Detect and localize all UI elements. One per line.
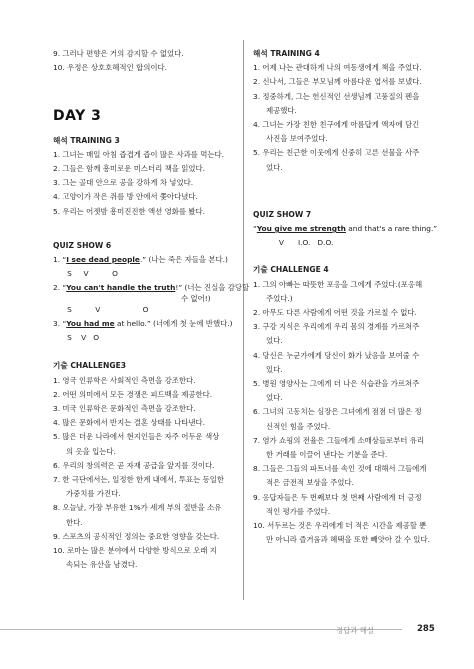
challenge-4-list [253, 278, 431, 548]
list-item-continued: 제공했다. [266, 105, 297, 115]
list-item: 10. 로마는 많은 분야에서 다양한 방식으로 오래 지 [53, 546, 217, 556]
list-item: 5. 병원 영양사는 그에게 더 나은 식습관을 가르쳐주 [253, 379, 420, 389]
section-heading: 해석 TRAINING 4 [253, 49, 320, 58]
list-item: 2. 아무도 다른 사람에게 어떤 것을 가르칠 수 없다. [253, 308, 417, 318]
list-item: 4. 당신은 누군가에게 당신이 화가 났음을 보여줄 수 [253, 350, 420, 360]
list-item: 1. 그녀는 매일 아침 즙겹게 즙이 많은 사과를 먹는다. [53, 149, 224, 159]
svo-annotation: S V O [53, 333, 100, 343]
section-heading: 기출 CHALLENGE3 [53, 361, 127, 371]
list-item: 2. 어떤 의미에서 모든 경쟁은 피드백을 제공한다. [53, 389, 213, 399]
footer-section-label: 정답과 해설 [336, 626, 375, 635]
list-item: 3. 구강 지식은 우리에게 우리 몸의 경계를 가르쳐주 [253, 322, 420, 332]
list-item-continued: 었다. [266, 336, 283, 346]
list-item: 1. 영국 인류학은 사회적인 측면을 강조한다. [53, 375, 196, 385]
challenge-3-list [53, 374, 231, 573]
list-item: 3. 미국 인류학은 문화적인 측면을 강조한다. [53, 404, 196, 414]
list-item: 8. 오늘날, 가장 부유한 1%가 세계 부의 절반을 소유 [53, 503, 222, 513]
list-item: 5. 우리는 어젯밤 흥미진진한 액션 영화를 봤다. [53, 206, 206, 216]
list-item-continued: 만 아니라 즐거움과 혜택을 또한 빼앗아 갈 수 있다. [266, 535, 430, 545]
list-item: 7. 염가 쇼핑의 전율은 그들에게 소매상들로부터 유리 [253, 435, 425, 445]
list-item: 1. 그의 아빠는 따뜻한 포옹을 그에게 주었다.(포옹해 [253, 279, 423, 289]
list-item-continued: 가중치를 가진다. [66, 489, 121, 499]
quiz-item: “You give me strength and that's a rare thing.” [253, 224, 438, 234]
svo-annotation: S V O [53, 304, 149, 314]
list-item: 4. 많은 문화에서 반지는 결혼 상태를 나타낸다. [53, 418, 206, 428]
quiz-item: 1. “I see dead people.” (나는 죽은 자들을 본다.) [53, 255, 228, 265]
list-item-continued: 었다. [266, 162, 283, 172]
list-item: 9. 스포츠의 공식적인 정의는 중요한 영향을 갖는다. [53, 531, 220, 541]
list-item-continued: 사진을 보여주었다. [266, 134, 328, 144]
left-column [53, 0, 250, 573]
list-item-continued: 적인 평가를 주었다. [266, 506, 331, 516]
list-item-continued: 속되는 유산을 남겼다. [66, 560, 138, 570]
right-column [253, 0, 438, 548]
list-item: 3. 그는 골대 안으로 공을 강하게 차 넣었다. [53, 178, 194, 188]
list-item: 2. 신나서, 그들은 부모님께 아름다운 엽서를 보냈다. [253, 77, 422, 87]
section-heading: QUIZ SHOW 6 [53, 240, 112, 250]
section-heading: 기출 CHALLENGE 4 [253, 265, 329, 275]
svo-annotation: S V O [53, 269, 118, 279]
list-item: 9. 응답자들은 두 번째보다 첫 번째 사람에게 더 긍정 [253, 492, 422, 502]
list-item: 3. 정중하게, 그는 헌신적인 선생님께 고풍질의 펜을 [253, 91, 420, 101]
list-item-continued: 의 옷을 입는다. [66, 446, 116, 456]
list-item: 6. 그녀의 고동치는 심장은 그녀에게 점점 더 많은 정 [253, 407, 422, 417]
list-item: 10. 서두르는 것은 우리에게 더 적은 시간을 제공할 뿐 [253, 521, 427, 531]
quiz-item-continued: 수 없어!) [181, 293, 211, 303]
quiz-item: 2. “You can't handle the truth!” (너는 진실을 감당할 [53, 283, 250, 293]
list-item: 6. 우리의 창의력은 곧 자재 공급을 앞지를 것이다. [53, 460, 215, 470]
list-item-continued: 주었다.) [266, 293, 293, 303]
list-item-continued: 적은 금전적 보상을 주었다. [266, 478, 354, 488]
list-item: 7. 한 극단에서는, 일정한 한계 내에서, 투표는 동일한 [53, 475, 224, 485]
list-item-continued: 한 거래를 이끌어 낸다는 기분을 준다. [266, 450, 388, 460]
list-item-continued: 신적인 힘을 주었다. [266, 421, 331, 431]
section-heading: QUIZ SHOW 7 [253, 209, 312, 219]
quiz-item: 3. “You had me at hello.” (너에게 첫 눈에 반했다.) [53, 319, 233, 329]
list-item-continued: 있다. [266, 364, 283, 374]
list-item-continued: 한다. [66, 517, 83, 527]
list-item: 8. 그들은 그들의 파트너를 속인 것에 대해서 그들에게 [253, 464, 427, 474]
list-item: 10. 우정은 상호호혜적인 합의이다. [53, 63, 167, 73]
list-item: 9. 그러나 편향은 거의 감지할 수 없었다. [53, 49, 184, 58]
column-divider [243, 40, 244, 600]
list-item: 5. 많은 더운 나라에서 현지인들은 자주 어두운 색상 [53, 432, 220, 442]
section-heading: 해석 TRAINING 3 [53, 135, 120, 145]
training-4-list [253, 61, 431, 175]
list-item: 4. 고양이가 작은 쥐를 방 안에서 쫓아다녔다. [53, 192, 198, 202]
list-item: 2. 그들은 함께 흥미로운 미스터리 책을 읽었다. [53, 164, 206, 174]
svo-annotation: V I.O. D.O. [253, 238, 334, 248]
page-number: 285 [417, 624, 435, 634]
list-item-continued: 었다. [266, 393, 283, 403]
day-title: DAY 3 [53, 108, 102, 125]
list-item: 4. 그녀는 가장 친한 친구에게 아름답게 액자에 담긴 [253, 120, 420, 130]
list-item: 5. 우리는 친근한 이웃에게 신중히 고른 선물을 사주 [253, 148, 420, 158]
list-item: 1. 어제 나는 관대하게 나의 여동생에게 책을 주었다. [253, 63, 422, 73]
